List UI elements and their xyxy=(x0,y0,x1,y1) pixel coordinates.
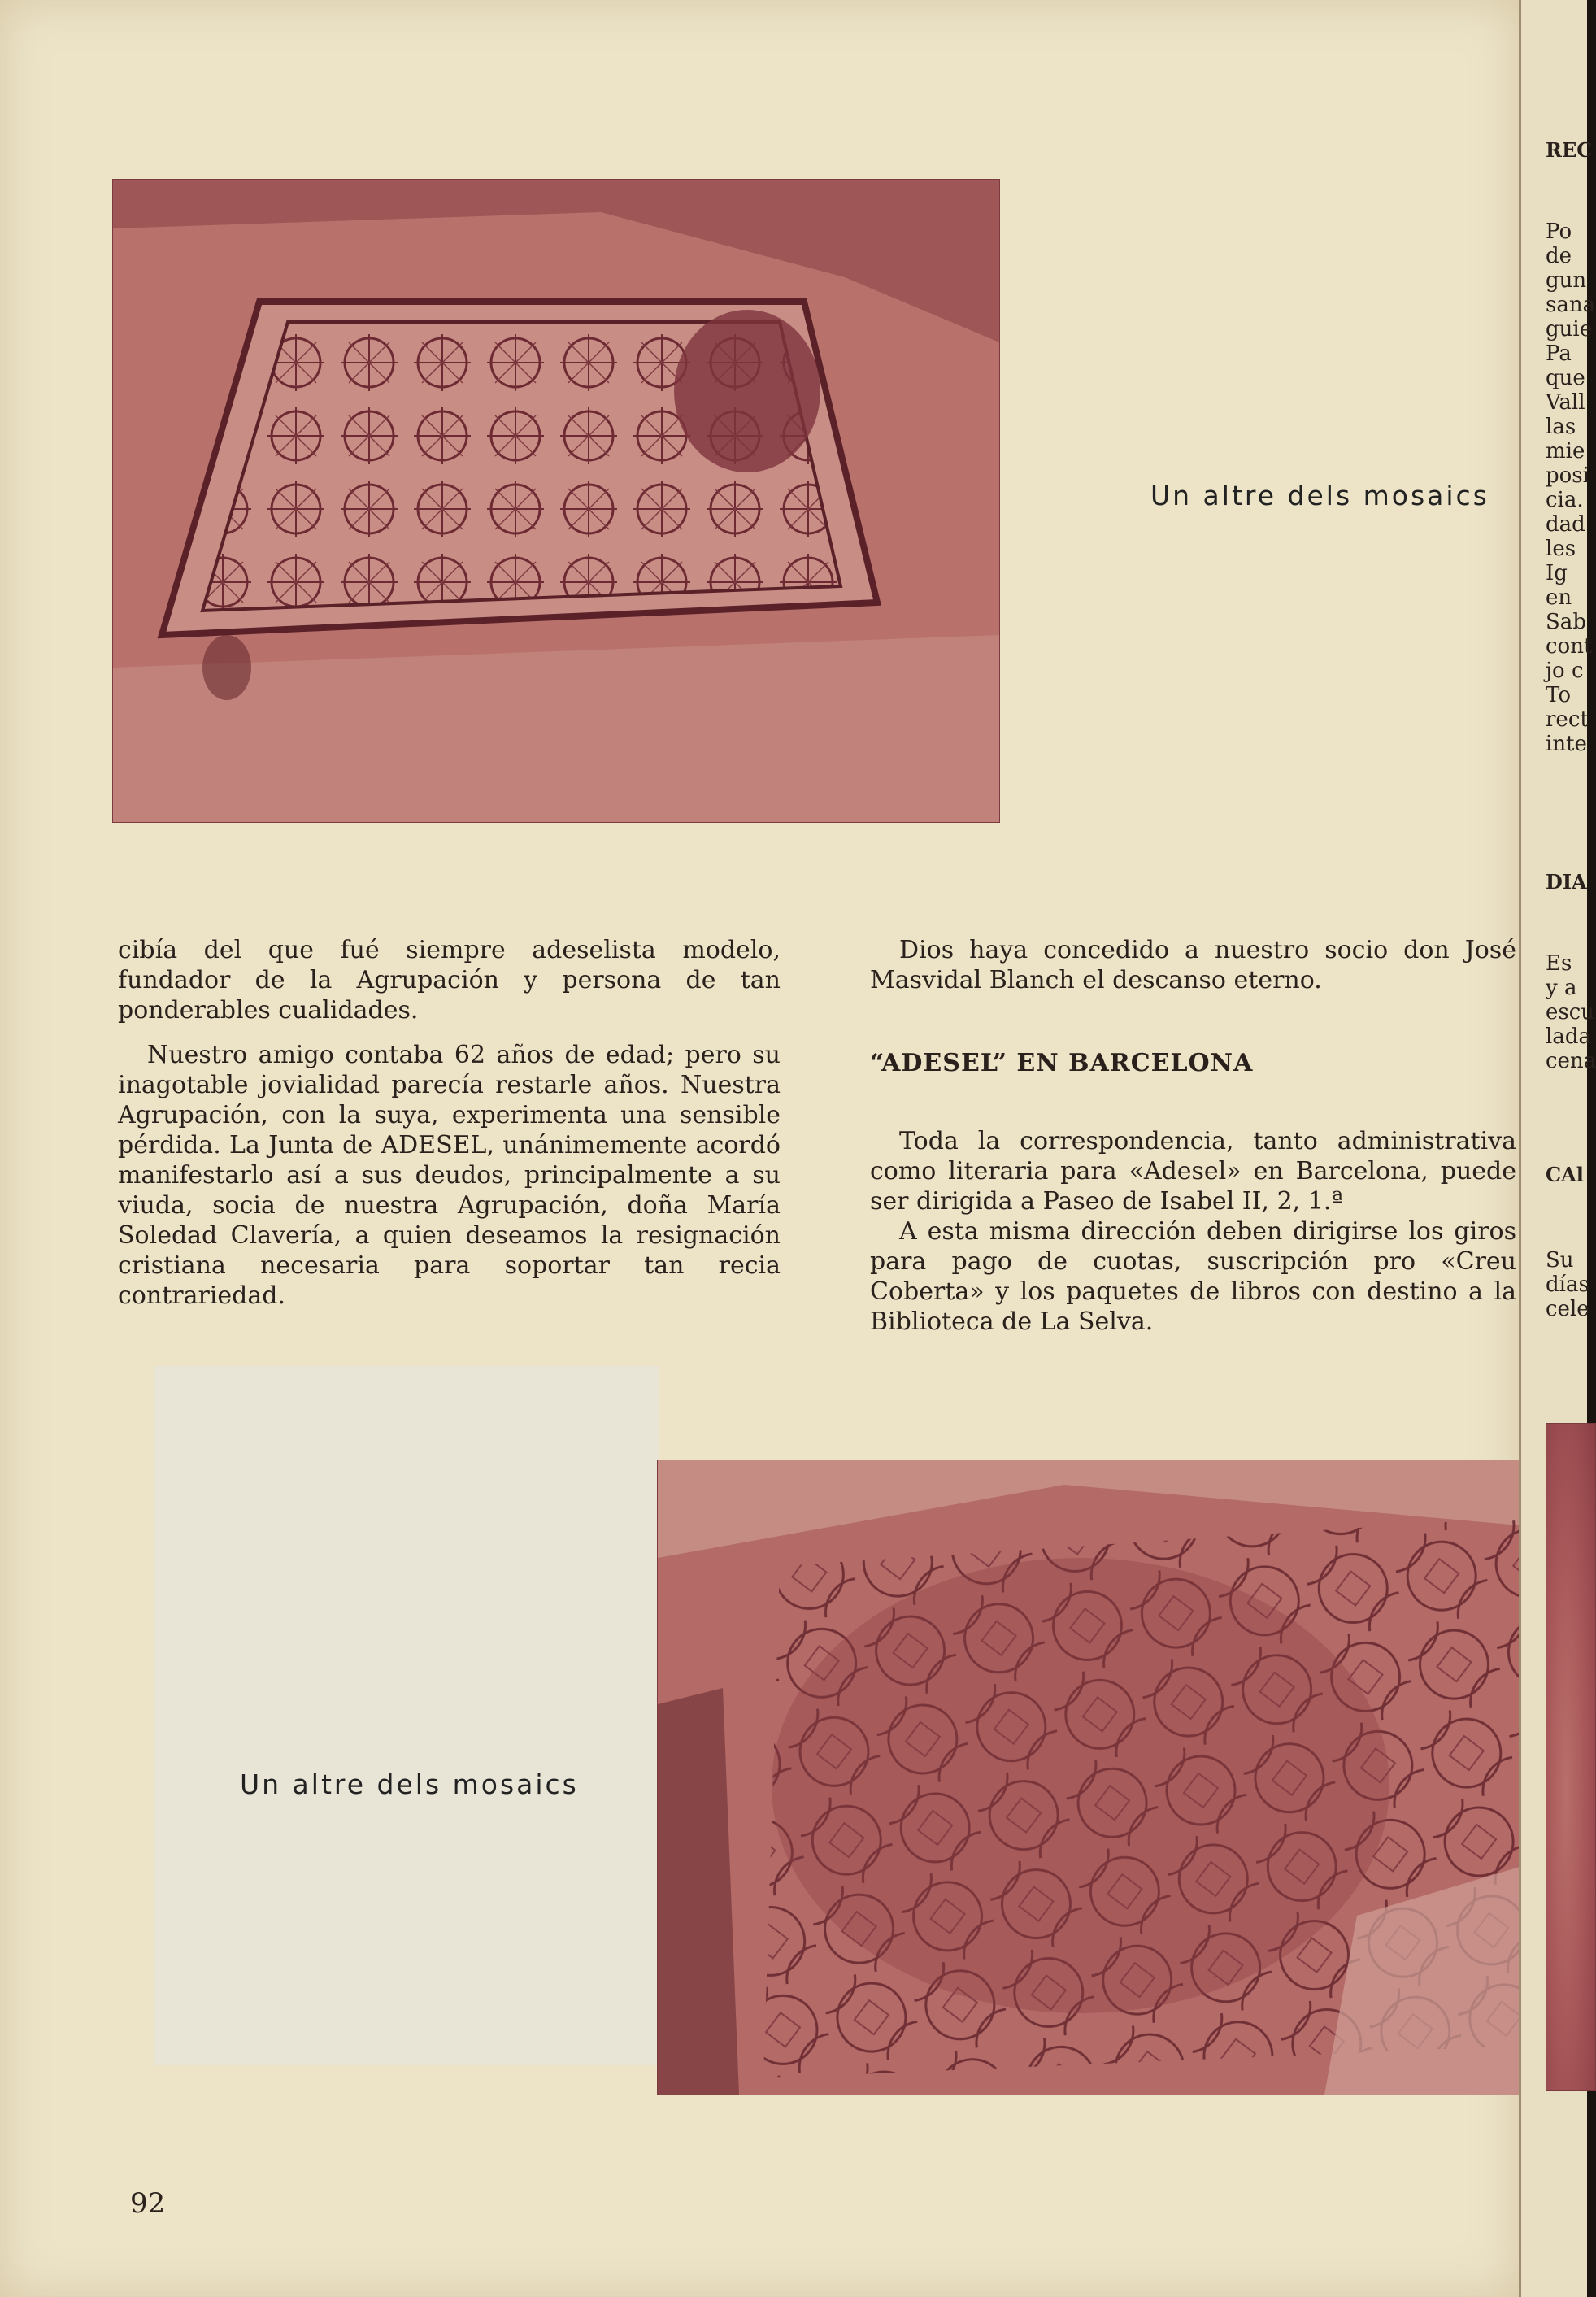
facing-text-line: Ig xyxy=(1546,561,1568,585)
paragraph-continuation: cibía del que fué siempre adeselista modelo, fundador de la Agrupación y persona de tan ponderables cualidades. xyxy=(118,936,781,1025)
faded-background-area xyxy=(154,1366,659,2065)
facing-text-line: Pa xyxy=(1546,342,1572,366)
facing-text-line: Vall xyxy=(1546,390,1585,415)
facing-text-line: jo c xyxy=(1546,659,1584,683)
facing-text-line: sana xyxy=(1546,293,1596,317)
facing-text-line: cia. xyxy=(1546,488,1584,512)
mosaic-image-bottom xyxy=(658,1460,1520,2095)
section-heading-barcelona: “ADESEL” EN BARCELONA xyxy=(870,1049,1254,1077)
facing-text-line: cele xyxy=(1546,1297,1589,1321)
facing-text-line: que xyxy=(1546,366,1585,390)
facing-text-line: Es xyxy=(1546,951,1572,976)
facing-text-line: guie xyxy=(1546,317,1593,342)
left-column xyxy=(118,935,781,1311)
facing-heading-1: REC xyxy=(1546,138,1593,162)
facing-text-line: lada xyxy=(1546,1025,1591,1049)
right-column-body xyxy=(870,1126,1516,1337)
facing-text-line: To xyxy=(1546,683,1571,707)
paragraph-correspondence: Toda la correspondencia, tanto administrativa como literaria para «Adesel» en Barcelona, puede ser dirigida a Paseo de Isabel II, 2, 1.ª xyxy=(870,1127,1516,1216)
photo-caption-top: Un altre dels mosaics xyxy=(1150,480,1489,511)
mosaic-photo-bottom xyxy=(657,1460,1520,2095)
facing-text-line: posi xyxy=(1546,463,1589,488)
facing-text-line: y a xyxy=(1546,976,1577,1000)
facing-text-line: dad xyxy=(1546,512,1585,537)
facing-text-line: mie xyxy=(1546,439,1585,463)
facing-text-line: Po xyxy=(1546,220,1572,244)
facing-text-line: en xyxy=(1546,585,1572,610)
photo-caption-bottom: Un altre dels mosaics xyxy=(240,1768,579,1800)
facing-text-line: días xyxy=(1546,1272,1589,1297)
mosaic-image-top xyxy=(113,180,999,822)
page-number: 92 xyxy=(130,2187,166,2220)
right-column-intro xyxy=(870,935,1516,995)
facing-heading-2: DIA xyxy=(1546,870,1587,894)
facing-text-line: cena xyxy=(1546,1049,1596,1073)
facing-text-line: rect xyxy=(1546,707,1589,732)
mosaic-photo-top xyxy=(112,179,1000,823)
paragraph-obituary: Nuestro amigo contaba 62 años de edad; pero su inagotable jovialidad parecía restarle años. Nuestra Agrupación, con la suya, experimenta una sensible pérdida. La Junta de ADESEL, unánimemente acordó manifestarlo así a sus deudos, principalmente a su viuda, socia de nuestra Agrupación, doña María Soledad Clavería, a quien deseamos la resignación cristiana necesaria para soportar tan recia contrariedad. xyxy=(118,1041,781,1310)
facing-photo-fragment xyxy=(1546,1423,1596,2091)
facing-text-line: Sab xyxy=(1546,610,1586,634)
paragraph-condolence: Dios haya concedido a nuestro socio don José Masvidal Blanch el descanso eterno. xyxy=(870,936,1516,994)
facing-text-line: escu xyxy=(1546,1000,1595,1025)
facing-text-line: gun xyxy=(1546,268,1587,293)
facing-text-line: de xyxy=(1546,244,1572,268)
facing-text-line: las xyxy=(1546,415,1576,439)
facing-text-line: les xyxy=(1546,537,1576,561)
facing-text-line: Su xyxy=(1546,1248,1574,1272)
paragraph-payments: A esta misma dirección deben dirigirse los giros para pago de cuotas, suscripción pro «Creu Coberta» y los paquetes de libros con destino a la Biblioteca de La Selva. xyxy=(870,1217,1516,1336)
facing-page-fragment xyxy=(1519,0,1596,2297)
facing-heading-3: CAl xyxy=(1546,1163,1584,1186)
facing-text-line: cont xyxy=(1546,634,1593,659)
facing-text-line: inte xyxy=(1546,732,1587,756)
